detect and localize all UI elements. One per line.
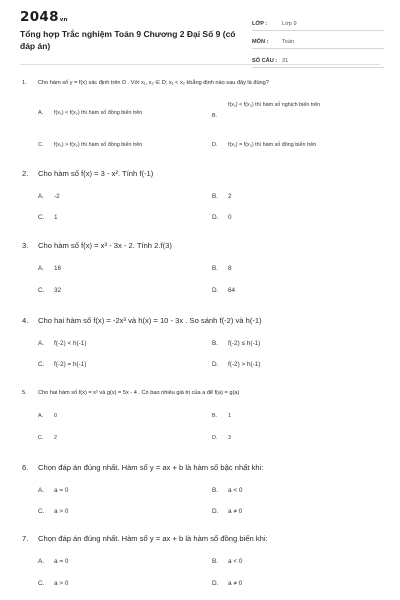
option-d[interactable] [212, 287, 235, 294]
meta-key: SỐ CÂU : [252, 57, 278, 64]
option-letter: A. [38, 265, 45, 272]
meta-value: Toán [282, 39, 295, 45]
option-text: -2 [54, 193, 60, 200]
option-b[interactable] [212, 340, 260, 347]
document-header [0, 0, 400, 62]
option-b[interactable] [212, 265, 232, 272]
option-text: 2 [228, 193, 232, 200]
option-b[interactable] [212, 193, 232, 200]
meta-key: LỚP : [252, 20, 268, 27]
option-text: f(x₁) < f(x₂) thì hàm số nghịch biến trên [228, 102, 321, 108]
option-text: 32 [54, 287, 62, 294]
question-text [22, 241, 172, 250]
option-letter: D. [212, 435, 218, 441]
option-text: a < 0 [228, 558, 243, 565]
option-text: f(-2) > h(-1) [228, 361, 261, 368]
option-text: a > 0 [54, 508, 69, 515]
option-text: f(x₁) > f(x₂) thì hàm số đồng biến trên [54, 142, 143, 148]
option-letter: D. [212, 580, 219, 587]
option-b[interactable] [212, 100, 384, 122]
option-text: 1 [54, 214, 58, 221]
question-text [22, 80, 269, 86]
option-text: f(-2) = h(-1) [54, 361, 87, 368]
option-letter: D. [212, 361, 219, 368]
option-letter: B. [212, 193, 219, 200]
option-letter: B. [212, 113, 218, 119]
option-c[interactable] [38, 580, 68, 587]
option-letter: B. [212, 265, 219, 272]
option-text: 8 [228, 265, 232, 272]
option-text: a ≠ 0 [228, 580, 243, 587]
option-c[interactable] [38, 435, 57, 441]
header-divider [20, 64, 380, 65]
option-text: f(-2) < h(-1) [54, 340, 87, 347]
option-letter: A. [38, 340, 45, 347]
option-letter: C. [38, 361, 45, 368]
option-letter: B. [212, 487, 219, 494]
option-letter: A. [38, 193, 45, 200]
option-a[interactable] [38, 265, 61, 272]
question-number: 7. [22, 534, 29, 543]
option-text: a > 0 [54, 580, 69, 587]
question-body: Chọn đáp án đúng nhất. Hàm số y = ax + b là hàm số bậc nhất khi: [38, 463, 264, 472]
option-text: 64 [228, 287, 236, 294]
option-b[interactable] [212, 413, 231, 419]
option-d[interactable] [212, 214, 232, 221]
option-c[interactable] [38, 361, 87, 368]
option-d[interactable] [212, 435, 231, 441]
option-letter: D. [212, 214, 219, 221]
option-letter: C. [38, 580, 45, 587]
option-letter: B. [212, 558, 219, 565]
question-text [22, 390, 239, 396]
option-c[interactable] [38, 214, 58, 221]
option-a[interactable] [38, 193, 60, 200]
option-text: a = 0 [54, 487, 69, 494]
question-text [22, 316, 262, 325]
option-letter: B. [212, 340, 219, 347]
question-number: 1. [22, 80, 27, 86]
question-body: Chọn đáp án đúng nhất. Hàm số y = ax + b là hàm số đồng biến khi: [38, 534, 268, 543]
option-text: f(x₁) < f(x₂) thì hàm số đồng biến trên [54, 110, 143, 116]
meta-key: MÔN : [252, 39, 269, 45]
option-letter: B. [212, 413, 218, 419]
meta-value: Lớp 9 [282, 20, 297, 27]
option-letter: A. [38, 413, 44, 419]
question-text [22, 534, 268, 543]
option-b[interactable] [212, 487, 242, 494]
question-number: 4. [22, 316, 29, 325]
question-body: Cho hai hàm số f(x) = -2x³ và h(x) = 10 - 3x . So sánh f(-2) và h(-1) [38, 316, 262, 325]
question-number: 5. [22, 390, 27, 396]
question-body: Cho hai hàm số f(x) = x² và g(x) = 5x - 4 . Có bao nhiêu giá trị của a để f(a) = g(a) [38, 390, 240, 396]
option-d[interactable] [212, 361, 261, 368]
question-body: Cho hàm số f(x) = x³ - 3x - 2. Tính 2.f(3) [38, 241, 172, 250]
option-letter: A. [38, 110, 44, 116]
option-text: a ≠ 0 [228, 508, 243, 515]
option-letter: C. [38, 287, 45, 294]
question-body: Cho hàm số y = f(x) xác định trên D . Với x₁, x₂ ∈ D; x₁ < x₂ khẳng định nào sau đây là đúng? [38, 80, 269, 86]
option-letter: C. [38, 142, 44, 148]
meta-row-class [252, 12, 384, 31]
option-a[interactable] [38, 558, 68, 565]
option-letter: A. [38, 487, 45, 494]
option-d[interactable] [212, 142, 316, 148]
question-text [22, 169, 153, 178]
meta-value: 31 [282, 57, 289, 64]
option-text: f(-2) ≤ h(-1) [228, 340, 261, 347]
option-text: 1 [228, 413, 231, 419]
option-letter: D. [212, 142, 218, 148]
meta-table [252, 12, 384, 68]
option-c[interactable] [38, 142, 142, 148]
option-text: f(x₁) = f(x₂) thì hàm số đồng biến trên [228, 142, 317, 148]
question-body: Cho hàm số f(x) = 3 - x². Tính f(-1) [38, 169, 154, 178]
option-letter: D. [212, 508, 219, 515]
option-letter: C. [38, 214, 45, 221]
option-text: 0 [54, 413, 57, 419]
option-letter: A. [38, 558, 45, 565]
option-letter: D. [212, 287, 219, 294]
option-text: 16 [54, 265, 62, 272]
option-c[interactable] [38, 508, 68, 515]
option-text: a < 0 [228, 487, 243, 494]
logo-text: 2048 [20, 9, 59, 25]
question-number: 6. [22, 463, 29, 472]
option-d[interactable] [212, 508, 242, 515]
question-number: 3. [22, 241, 29, 250]
option-a[interactable] [38, 110, 142, 116]
question-text [22, 463, 263, 472]
option-text: a = 0 [54, 558, 69, 565]
meta-row-subject [252, 31, 384, 50]
option-d[interactable] [212, 580, 242, 587]
option-text: 2 [54, 435, 57, 441]
option-b[interactable] [212, 558, 242, 565]
option-text: 3 [228, 435, 231, 441]
question-number: 2. [22, 169, 29, 178]
option-text: 0 [228, 214, 232, 221]
document-title: Tổng hợp Trắc nghiệm Toán 9 Chương 2 Đại Số 9 (có đáp án) [20, 29, 236, 51]
option-a[interactable] [38, 413, 57, 419]
site-logo[interactable] [20, 9, 68, 25]
logo-suffix: vn [59, 17, 68, 23]
option-letter: C. [38, 508, 45, 515]
option-a[interactable] [38, 340, 87, 347]
option-letter: C. [38, 435, 44, 441]
option-a[interactable] [38, 487, 68, 494]
option-c[interactable] [38, 287, 61, 294]
